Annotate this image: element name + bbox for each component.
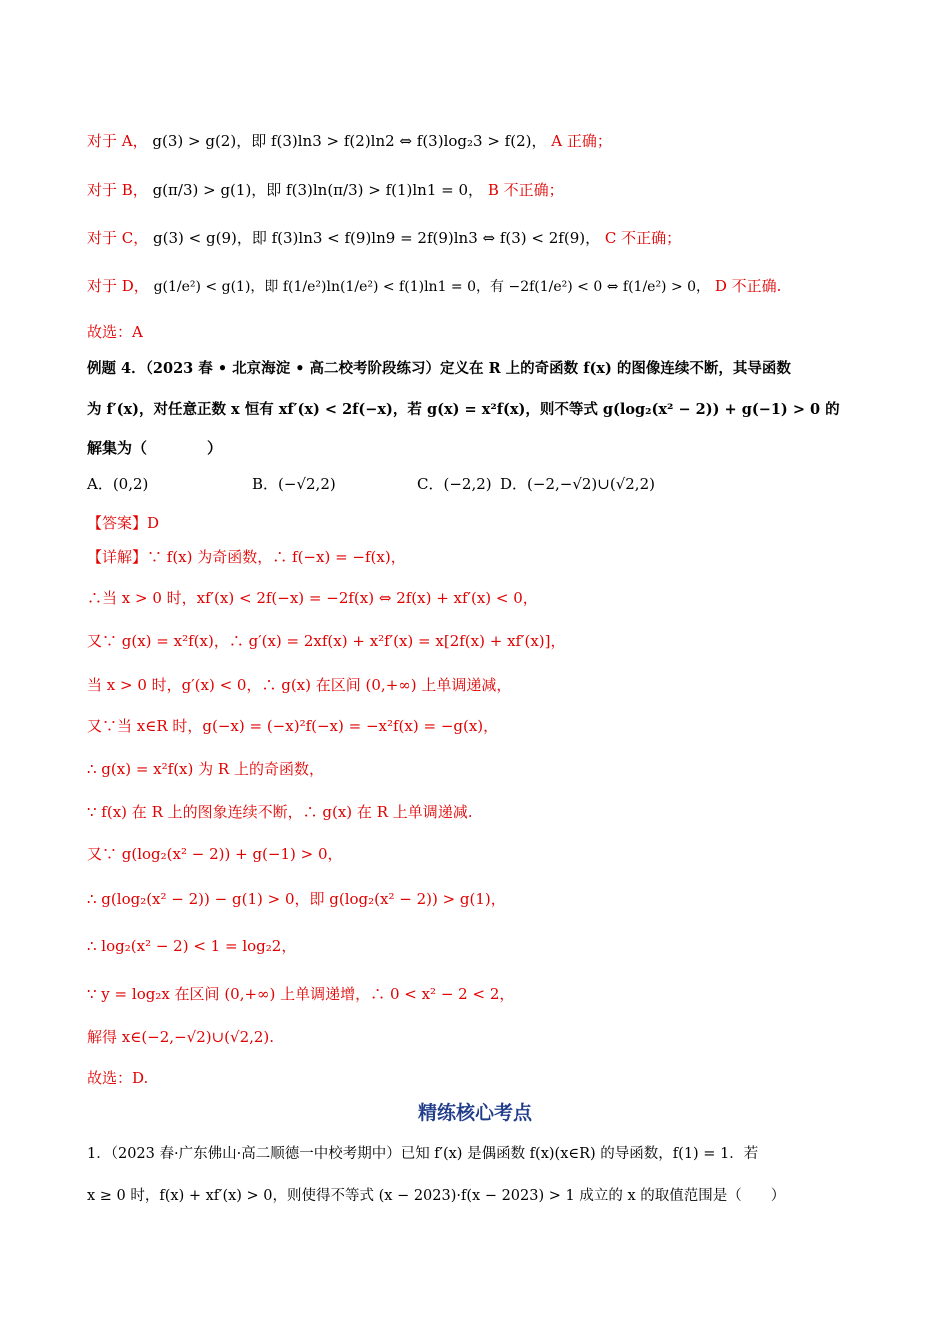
- option-d: D．(−2,−√2)∪(√2,2): [500, 475, 655, 493]
- case-d-lead: 对于 D，: [87, 277, 149, 295]
- solution-step-1: 【详解】∵ f(x) 为奇函数，∴ f(−x) = −f(x)，: [87, 548, 406, 566]
- case-b-line: [87, 178, 890, 202]
- option-c: C．(−2,2): [417, 475, 492, 493]
- problem-1-line-1: 1．（2023 春·广东佛山·高二顺德一中校考期中）已知 f′(x) 是偶函数 f(x)(x∈R) 的导函数，f(1) = 1．若: [87, 1146, 759, 1162]
- case-a-lead: 对于 A，: [87, 132, 148, 150]
- case-b-tail: B 不正确；: [487, 181, 564, 199]
- case-d-line: [87, 274, 890, 299]
- choose-answer-d: 故选：D.: [87, 1069, 149, 1087]
- case-d-math: g(1/e²) < g(1)，即 f(1/e²)ln(1/e²) < f(1)ln1 = 0，有 −2f(1/e²) < 0 ⇔ f(1/e²) > 0，: [153, 279, 711, 295]
- example-4-line-1: 例题 4．（2023 春 • 北京海淀 • 高二校考阶段练习）定义在 R 上的奇函数 f(x) 的图像连续不断，其导函数: [87, 360, 791, 377]
- example-4-line-3: 解集为（ ）: [87, 439, 223, 457]
- case-d-tail: D 不正确.: [714, 277, 782, 295]
- option-a: A．(0,2): [87, 475, 149, 493]
- option-b: B．(−√2,2): [252, 475, 336, 493]
- solution-step-5: 又∵当 x∈R 时，g(−x) = (−x)²f(−x) = −x²f(x) = −g(x)，: [87, 717, 499, 735]
- case-b-math: g(π/3) > g(1)，即 f(3)ln(π/3) > f(1)ln1 = 0，: [152, 181, 484, 199]
- case-c-tail: C 不正确；: [604, 229, 682, 247]
- solution-step-8: 又∵ g(log₂(x² − 2)) + g(−1) > 0，: [87, 845, 343, 863]
- solution-step-11: ∵ y = log₂x 在区间 (0,+∞) 上单调递增，∴ 0 < x² − 2 < 2，: [87, 985, 515, 1003]
- case-a-line: [87, 129, 890, 153]
- case-c-line: [87, 226, 890, 250]
- problem-1-line-2: x ≥ 0 时，f(x) + xf′(x) > 0，则使得不等式 (x − 2023)·f(x − 2023) > 1 成立的 x 的取值范围是（ ）: [87, 1188, 786, 1204]
- section-title: 精练核心考点: [417, 1102, 532, 1124]
- solution-step-6: ∴ g(x) = x²f(x) 为 R 上的奇函数，: [87, 760, 324, 778]
- case-c-math: g(3) < g(9)，即 f(3)ln3 < f(9)ln9 = 2f(9)ln3 ⇔ f(3) < 2f(9)，: [153, 229, 601, 247]
- solution-step-10: ∴ log₂(x² − 2) < 1 = log₂2，: [87, 937, 297, 955]
- example-4-line-2: 为 f′(x)，对任意正数 x 恒有 xf′(x) < 2f(−x)，若 g(x) = x²f(x)，则不等式 g(log₂(x² − 2)) + g(−1) > 0 的: [87, 401, 840, 418]
- case-a-math: g(3) > g(2)，即 f(3)ln3 > f(2)ln2 ⇔ f(3)log₂3 > f(2)，: [152, 132, 547, 150]
- solution-step-3: 又∵ g(x) = x²f(x)，∴ g′(x) = 2xf(x) + x²f′(x) = x[2f(x) + xf′(x)]，: [87, 632, 566, 650]
- choose-answer-a: 故选：A: [87, 323, 143, 341]
- answer-label: 【答案】D: [87, 514, 160, 532]
- solution-step-2: ∴当 x > 0 时，xf′(x) < 2f(−x) = −2f(x) ⇔ 2f(x) + xf′(x) < 0，: [87, 589, 538, 607]
- case-a-tail: A 正确；: [551, 132, 612, 150]
- case-b-lead: 对于 B，: [87, 181, 148, 199]
- solution-step-7: ∵ f(x) 在 R 上的图象连续不断，∴ g(x) 在 R 上单调递减.: [87, 803, 473, 821]
- solution-step-12: 解得 x∈(−2,−√2)∪(√2,2).: [87, 1028, 275, 1046]
- solution-step-9: ∴ g(log₂(x² − 2)) − g(1) > 0，即 g(log₂(x² − 2)) > g(1)，: [87, 890, 506, 908]
- case-c-lead: 对于 C，: [87, 229, 149, 247]
- solution-step-4: 当 x > 0 时，g′(x) < 0，∴ g(x) 在区间 (0,+∞) 上单调递减，: [87, 676, 512, 694]
